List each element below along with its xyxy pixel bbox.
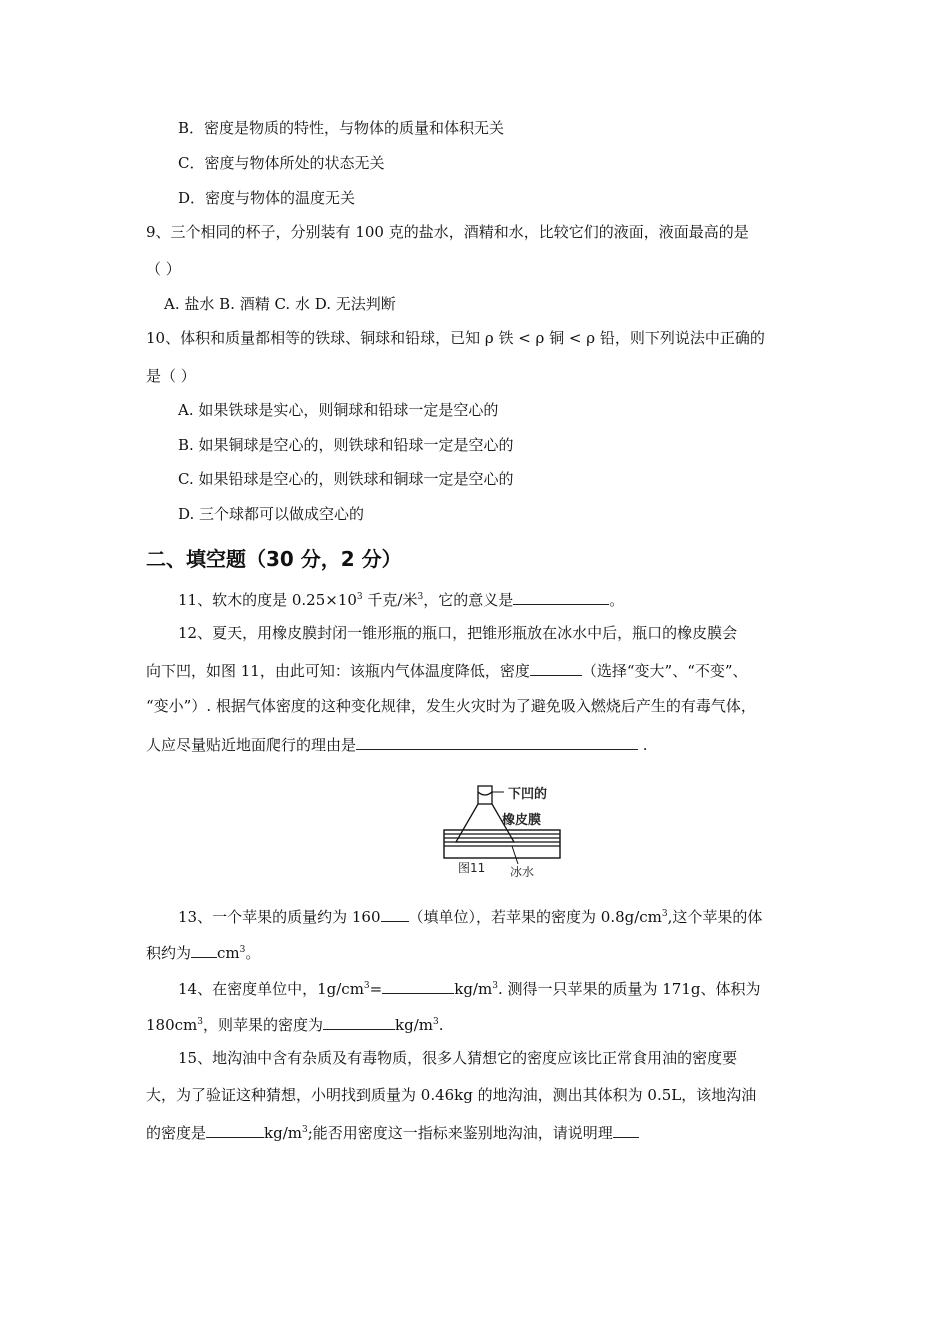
q14-text-e: 180cm: [146, 1016, 198, 1034]
figure-11: [442, 782, 562, 882]
q14-text-c: kg/m: [454, 980, 493, 998]
q9-options: A. 盐水 B. 酒精 C. 水 D. 无法判断: [164, 295, 396, 313]
q14-text-a: 14、在密度单位中，1g/cm: [178, 980, 364, 998]
q12-line-3: “变小”）. 根据气体密度的这种变化规律，发生火灾时为了避免吸入燃烧后产生的有毒气体，: [146, 697, 756, 715]
q13-exponent-1: 3: [661, 909, 668, 919]
q14-text-d: . 测得一只苹果的质量为 171g、体积为: [497, 980, 761, 998]
q12-line-4-end: .: [638, 736, 648, 754]
q8-option-d: D．密度与物体的温度无关: [178, 189, 356, 207]
q10-option-d: D. 三个球都可以做成空心的: [178, 505, 365, 523]
water-pointer: [512, 846, 518, 864]
q14-exponent-3: 3: [197, 1017, 203, 1027]
figure-caption: 图11: [458, 861, 486, 875]
q12-line-2: [146, 659, 748, 681]
q12-line-1: 12、夏天，用橡皮膜封闭一锥形瓶的瓶口，把锥形瓶放在冰水中后，瓶口的橡皮膜会: [178, 624, 738, 642]
q10-option-b: B. 如果铜球是空心的，则铁球和铅球一定是空心的: [178, 436, 514, 454]
q14-text-b: =: [369, 980, 383, 998]
q10-stem: 10、体积和质量都相等的铁球、铜球和铅球，已知 ρ 铁 < ρ 铜 < ρ 铅，则下列说法中正确的: [146, 329, 765, 347]
q11-unit-exponent: 3: [417, 592, 424, 602]
q8-option-b: B．密度是物质的特性，与物体的质量和体积无关: [178, 119, 505, 137]
q14-exponent-4: 3: [432, 1017, 439, 1027]
q15-text-a: 的密度是: [146, 1124, 207, 1142]
figure-label-bottom: 橡皮膜: [502, 813, 542, 828]
q11: [178, 588, 624, 610]
q12-line-4-text: 人应尽量贴近地面爬行的理由是: [146, 736, 357, 754]
q8-option-c: C．密度与物体所处的状态无关: [178, 154, 385, 172]
q15-reason-blank[interactable]: [613, 1121, 639, 1138]
q12-line-4: [146, 733, 648, 755]
q12-line-2-choice: （选择“变大”、“不变”、: [581, 662, 748, 680]
q14-exponent-2: 3: [492, 981, 498, 991]
q13-text-e: cm: [217, 944, 240, 962]
q14-line-2: [146, 1013, 444, 1035]
q13-line-1: [178, 905, 762, 927]
q11-text-pre: 11、软木的度是 0.25×10: [178, 591, 357, 609]
rubber-membrane: [478, 792, 492, 795]
q14-exponent-1: 3: [363, 981, 370, 991]
q15-density-blank[interactable]: [206, 1121, 264, 1138]
q14-text-f: ，则苹果的密度为: [203, 1016, 324, 1034]
figure-water-label: 冰水: [510, 865, 535, 879]
flask-in-ice-water-diagram: [442, 782, 562, 882]
q11-answer-blank[interactable]: [513, 588, 609, 605]
q15-line-1: 15、地沟油中含有杂质及有毒物质，很多人猜想它的密度应该比正常食用油的密度要: [178, 1049, 738, 1067]
section-2-heading: 二、填空题（30 分，2 分）: [146, 547, 402, 571]
q13-text-b: （填单位），若苹果的密度为 0.8g/cm: [408, 908, 662, 926]
q12-line-2-text: 向下凹，如图 11，由此可知：该瓶内气体温度降低，密度: [146, 662, 530, 680]
q11-exponent: 3: [356, 592, 363, 602]
q13-volume-blank[interactable]: [191, 941, 217, 958]
q13-exponent-2: 3: [239, 945, 246, 955]
q14-text-h: .: [438, 1016, 444, 1034]
q15-line-3: [146, 1121, 639, 1143]
q13-text-d: 积约为: [146, 944, 192, 962]
q15-text-c: ;能否用密度这一指标来鉴别地沟油，请说明理: [307, 1124, 613, 1142]
q12-density-blank[interactable]: [530, 659, 582, 676]
q15-text-b: kg/m: [264, 1124, 302, 1142]
q13-text-a: 13、一个苹果的质量约为 160: [178, 908, 381, 926]
q15-line-2: 大，为了验证这种猜想，小明找到质量为 0.46kg 的地沟油，测出其体积为 0.5L，该地沟油: [146, 1086, 757, 1104]
q13-unit-blank[interactable]: [381, 905, 409, 922]
q14-line-1: [178, 977, 760, 999]
q10-bracket: 是（ ）: [146, 367, 196, 385]
figure-label-top: 下凹的: [508, 787, 548, 802]
q14-conversion-blank[interactable]: [382, 977, 454, 994]
q14-text-g: kg/m: [395, 1016, 433, 1034]
q9-bracket: （ ）: [146, 260, 181, 278]
q11-text-post: ，它的意义是: [423, 591, 514, 609]
q10-option-a: A. 如果铁球是实心，则铜球和铅球一定是空心的: [178, 401, 499, 419]
q11-text-end: 。: [609, 591, 625, 609]
q12-reason-blank[interactable]: [356, 733, 638, 750]
q13-text-f: 。: [245, 944, 261, 962]
q13-line-2: [146, 941, 260, 963]
q11-text-mid: 千克/米: [362, 591, 418, 609]
q13-text-c: ,这个苹果的体: [667, 908, 763, 926]
q9-stem: 9、三个相同的杯子，分别装有 100 克的盐水，酒精和水，比较它们的液面，液面最高的是: [146, 223, 749, 241]
q15-exponent: 3: [301, 1125, 308, 1135]
q10-option-c: C. 如果铅球是空心的，则铁球和铜球一定是空心的: [178, 470, 514, 488]
q14-density-blank[interactable]: [323, 1013, 395, 1030]
